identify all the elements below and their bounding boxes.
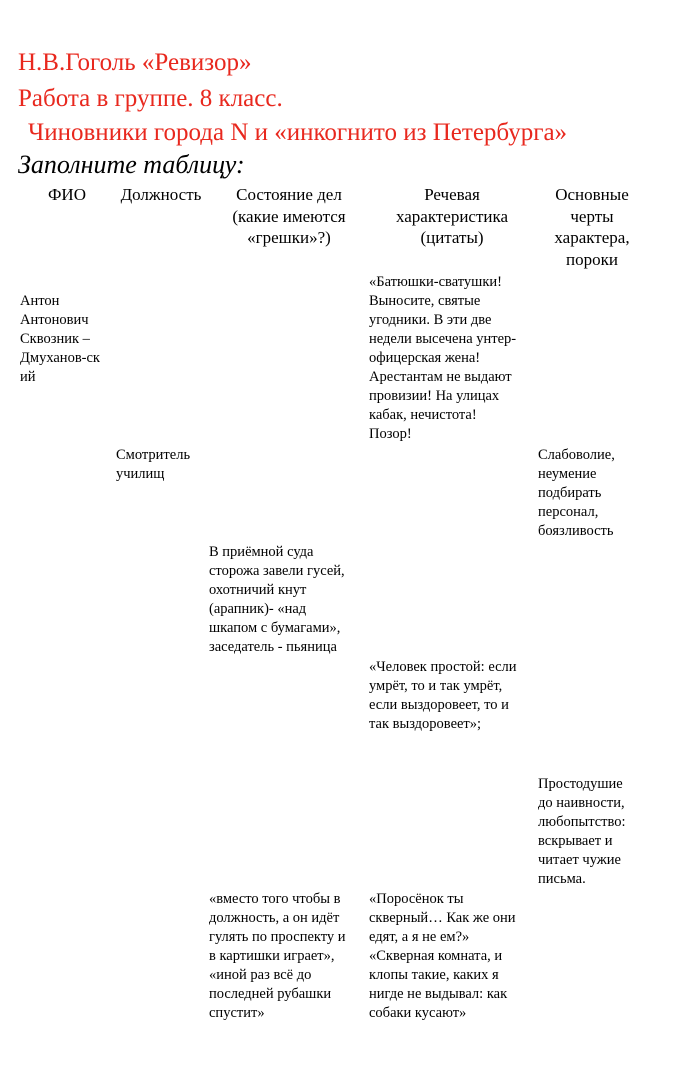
column-header-position bbox=[112, 184, 210, 206]
column-header-traits bbox=[536, 184, 648, 270]
title-topic: Чиновники города N и «инкогнито из Петербурга» bbox=[28, 119, 568, 146]
text-line: Слабоволие, bbox=[538, 447, 615, 463]
cell-traits-postmaster bbox=[538, 775, 642, 889]
text-line: кабак, нечистота! bbox=[369, 407, 477, 423]
text-line: любопытство: bbox=[538, 814, 626, 830]
text-line: пороки bbox=[566, 249, 618, 269]
text-line: «Человек простой: если bbox=[369, 659, 517, 675]
text-line: шкапом с бумагами», bbox=[209, 620, 341, 636]
text-line: недели высечена унтер- bbox=[369, 331, 517, 347]
text-line: спустит» bbox=[209, 1005, 265, 1021]
text-line: Сквозник – bbox=[20, 331, 90, 347]
text-line: до наивности, bbox=[538, 795, 625, 811]
text-line: «Скверная комната, и bbox=[369, 948, 503, 964]
text-line: (арапник)- «над bbox=[209, 601, 307, 617]
text-line: Антонович bbox=[20, 312, 89, 328]
text-line: в картишки играет», bbox=[209, 948, 335, 964]
text-line: гулять по проспекту и bbox=[209, 929, 346, 945]
text-line: Речевая bbox=[424, 185, 480, 204]
column-header-speech bbox=[368, 184, 536, 249]
text-line: скверный… Как же они bbox=[369, 910, 516, 926]
text-line: В приёмной суда bbox=[209, 544, 314, 560]
column-header-fio bbox=[20, 184, 114, 206]
cell-speech-gorodnichiy bbox=[369, 273, 536, 444]
text-line: так выздоровеет»; bbox=[369, 716, 482, 732]
text-line: провизии! На улицах bbox=[369, 388, 500, 404]
text-line: «иной раз всё до bbox=[209, 967, 312, 983]
text-line: неумение bbox=[538, 466, 597, 482]
cell-speech-charity bbox=[369, 658, 536, 734]
text-line: сторожа завели гусей, bbox=[209, 563, 345, 579]
text-line: Позор! bbox=[369, 426, 412, 442]
text-line: если выздоровеет, то и bbox=[369, 697, 509, 713]
text-line: черты bbox=[570, 206, 614, 226]
text-line: боязливость bbox=[538, 523, 614, 539]
text-line: должность, а он идёт bbox=[209, 910, 340, 926]
text-line: характера, bbox=[554, 228, 630, 247]
text-line: Состояние дел bbox=[236, 185, 342, 204]
text-line: заседатель - пьяница bbox=[209, 639, 337, 655]
cell-fio-gorodnichiy bbox=[20, 292, 112, 387]
text-line: угодники. В эти две bbox=[369, 312, 492, 328]
cell-affairs-khlestakov bbox=[209, 890, 367, 1023]
text-line: собаки кусают» bbox=[369, 1005, 467, 1021]
cell-traits-schools bbox=[538, 446, 642, 541]
text-line: Простодушие bbox=[538, 776, 623, 792]
title-author-work: Н.В.Гоголь «Ревизор» bbox=[18, 49, 252, 76]
text-line: охотничий кнут bbox=[209, 582, 307, 598]
text-line: едят, а я не ем?» bbox=[369, 929, 470, 945]
text-line: умрёт, то и так умрёт, bbox=[369, 678, 503, 694]
text-line: Дмуханов-ск bbox=[20, 350, 100, 366]
text-line: подбирать bbox=[538, 485, 602, 501]
text-line: «Батюшки-сватушки! bbox=[369, 274, 502, 290]
text-line: «вместо того чтобы в bbox=[209, 891, 341, 907]
text-line: Антон bbox=[20, 293, 60, 309]
text-line: Арестантам не выдают bbox=[369, 369, 512, 385]
cell-position-schools bbox=[116, 446, 208, 484]
instruction: Заполните таблицу: bbox=[18, 150, 245, 179]
text-line: «Поросёнок ты bbox=[369, 891, 464, 907]
text-line: клопы такие, каких я bbox=[369, 967, 499, 983]
text-line: персонал, bbox=[538, 504, 599, 520]
text-line: характеристика bbox=[395, 206, 509, 226]
column-header-affairs bbox=[210, 184, 368, 249]
text-line: последней рубашки bbox=[209, 986, 332, 1002]
cell-affairs-judge bbox=[209, 543, 367, 657]
text-line: Основные bbox=[555, 185, 629, 204]
text-line: читает чужие bbox=[538, 852, 621, 868]
text-line: нигде не выдывал: как bbox=[369, 986, 508, 1002]
text-line: (какие имеются bbox=[232, 206, 346, 226]
text-line: ий bbox=[20, 369, 36, 385]
cell-speech-khlestakov bbox=[369, 890, 536, 1023]
text-line: (цитаты) bbox=[420, 228, 484, 247]
text-line: училищ bbox=[116, 466, 165, 482]
text-line: Выносите, святые bbox=[369, 293, 481, 309]
text-line: Должность bbox=[120, 185, 202, 204]
text-line: «грешки»?) bbox=[247, 228, 331, 247]
text-line: письма. bbox=[538, 871, 586, 887]
text-line: ФИО bbox=[48, 185, 86, 204]
title-group-work-grade: Работа в группе. 8 класс. bbox=[18, 85, 283, 112]
text-line: офицерская жена! bbox=[369, 350, 481, 366]
text-line: Смотритель bbox=[116, 447, 191, 463]
text-line: вскрывает и bbox=[538, 833, 613, 849]
